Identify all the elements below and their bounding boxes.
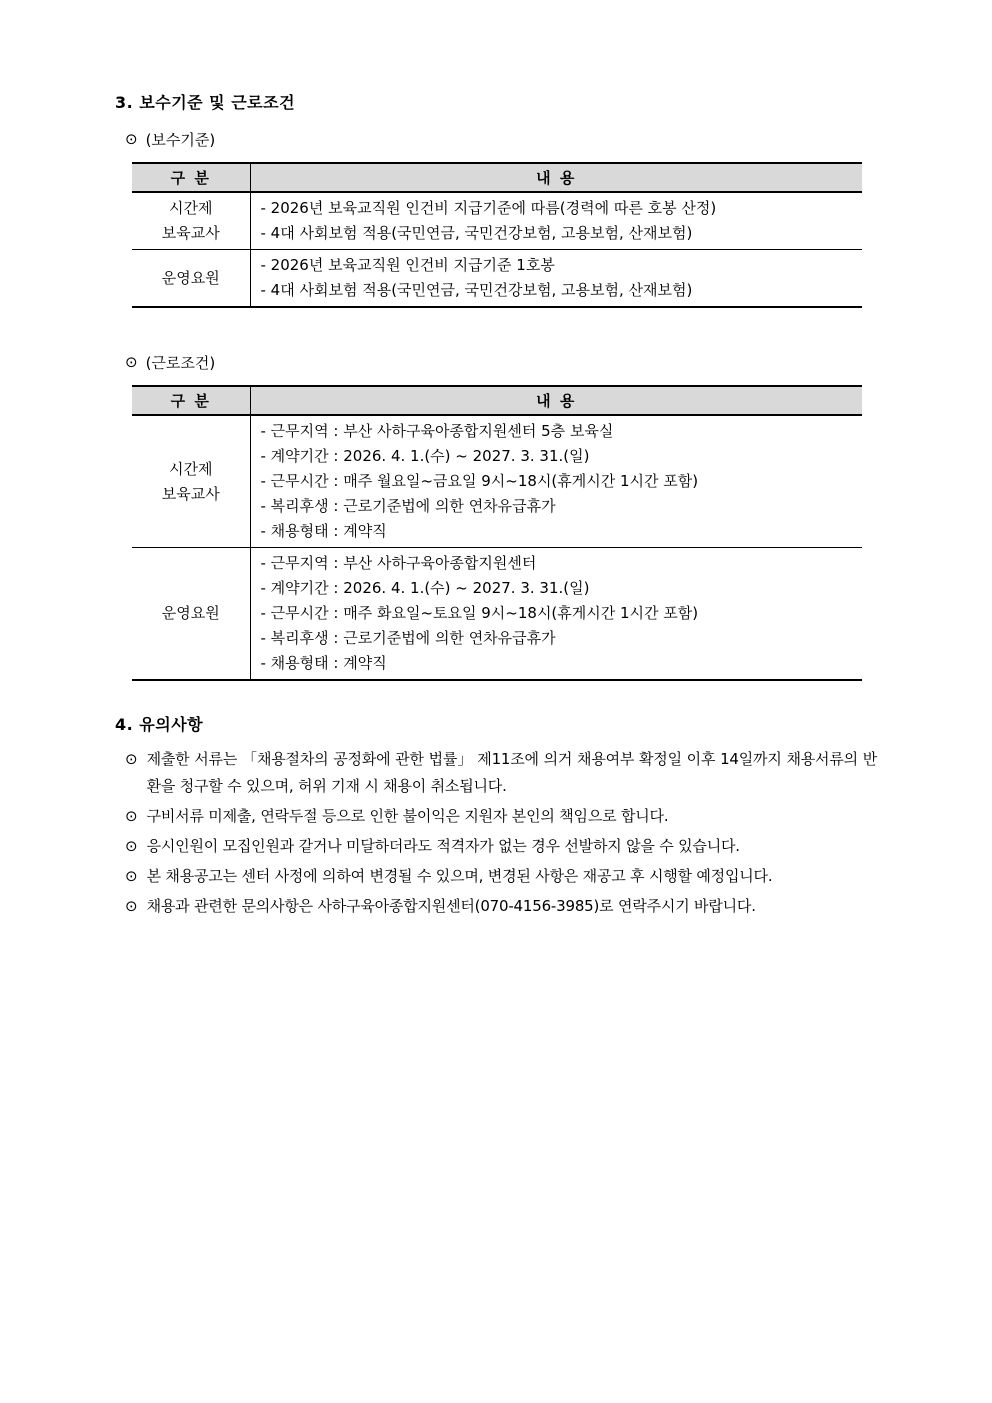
category-line: 시간제	[169, 459, 213, 478]
content-line: - 계약기간 : 2026. 4. 1.(수) ~ 2027. 3. 31.(일)	[260, 447, 590, 465]
row-category	[132, 192, 250, 250]
content-line: - 채용형태 : 계약직	[260, 522, 387, 540]
row-content	[250, 415, 862, 548]
circled-dot-bullet-icon: ⊙	[125, 897, 138, 915]
row-content	[250, 192, 862, 250]
category-line: 보육교사	[161, 484, 220, 503]
section-heading-notes: 4. 유의사항	[115, 715, 204, 734]
circled-dot-bullet-icon: ⊙	[125, 353, 138, 371]
note-text: 채용과 관련한 문의사항은 사하구육아종합지원센터(070-4156-3985)로 연락주시기 바랍니다.	[146, 897, 756, 915]
circled-dot-bullet-icon: ⊙	[125, 130, 138, 148]
content-line: - 2026년 보육교직원 인건비 지급기준에 따름(경력에 따른 호봉 산정)	[260, 199, 717, 217]
note-text: 본 채용공고는 센터 사정에 의하여 변경될 수 있으며, 변경된 사항은 재공고 후 시행할 예정입니다.	[146, 867, 773, 885]
column-header-category: 구 분	[132, 386, 250, 415]
content-line: - 복리후생 : 근로기준법에 의한 연차유급휴가	[260, 629, 556, 647]
content-line: - 근무지역 : 부산 사하구육아종합지원센터 5층 보육실	[260, 422, 614, 440]
content-line: - 복리후생 : 근로기준법에 의한 연차유급휴가	[260, 497, 556, 515]
circled-dot-bullet-icon: ⊙	[125, 867, 138, 885]
content-line: - 근무시간 : 매주 월요일~금요일 9시~18시(휴게시간 1시간 포함)	[260, 472, 699, 490]
section-heading-pay: 3. 보수기준 및 근로조건	[115, 93, 296, 112]
note-item	[125, 893, 877, 920]
content-line: - 근무시간 : 매주 화요일~토요일 9시~18시(휴게시간 1시간 포함)	[260, 604, 699, 622]
row-category	[132, 250, 250, 308]
category-line: 운영요원	[161, 604, 220, 622]
section-notes	[115, 712, 877, 920]
subsection-title: (근로조건)	[145, 354, 216, 372]
subsection-header-pay-basis	[125, 129, 877, 150]
category-line: 시간제	[169, 199, 213, 217]
note-text: 제출한 서류는 「채용절차의 공정화에 관한 법률」 제11조에 의거 채용여부 확정일 이후 14일까지 채용서류의 반환을 청구할 수 있으며, 허위 기재 시 채용이 취소됩니다.	[146, 750, 877, 795]
column-header-category: 구 분	[132, 163, 250, 192]
note-item	[125, 863, 877, 890]
row-content	[250, 250, 862, 308]
table-header-row	[132, 163, 862, 192]
subsection-header-work-conditions	[125, 352, 877, 373]
row-category	[132, 548, 250, 681]
circled-dot-bullet-icon: ⊙	[125, 750, 138, 768]
column-header-content: 내 용	[250, 386, 862, 415]
table-row	[132, 548, 862, 681]
work-conditions-table	[132, 385, 862, 681]
pay-basis-table	[132, 162, 862, 308]
subsection-title: (보수기준)	[145, 131, 216, 149]
row-category	[132, 415, 250, 548]
content-line: - 4대 사회보험 적용(국민연금, 국민건강보험, 고용보험, 산재보험)	[260, 224, 693, 242]
column-header-content: 내 용	[250, 163, 862, 192]
content-line: - 2026년 보육교직원 인건비 지급기준 1호봉	[260, 256, 555, 274]
content-line: - 4대 사회보험 적용(국민연금, 국민건강보험, 고용보험, 산재보험)	[260, 281, 693, 299]
content-line: - 근무지역 : 부산 사하구육아종합지원센터	[260, 554, 537, 572]
content-line: - 채용형태 : 계약직	[260, 654, 387, 672]
note-text: 구비서류 미제출, 연락두절 등으로 인한 불이익은 지원자 본인의 책임으로 합니다.	[146, 807, 669, 825]
content-line: - 계약기간 : 2026. 4. 1.(수) ~ 2027. 3. 31.(일)	[260, 579, 590, 597]
row-content	[250, 548, 862, 681]
table-header-row	[132, 386, 862, 415]
note-item	[125, 833, 877, 860]
note-item	[125, 746, 877, 800]
table-row	[132, 192, 862, 250]
category-line: 운영요원	[161, 268, 220, 287]
table-row	[132, 250, 862, 308]
table-row	[132, 415, 862, 548]
note-item	[125, 803, 877, 830]
note-text: 응시인원이 모집인원과 같거나 미달하더라도 적격자가 없는 경우 선발하지 않을 수 있습니다.	[146, 837, 740, 855]
circled-dot-bullet-icon: ⊙	[125, 837, 138, 855]
circled-dot-bullet-icon: ⊙	[125, 807, 138, 825]
category-line: 보육교사	[161, 224, 220, 242]
